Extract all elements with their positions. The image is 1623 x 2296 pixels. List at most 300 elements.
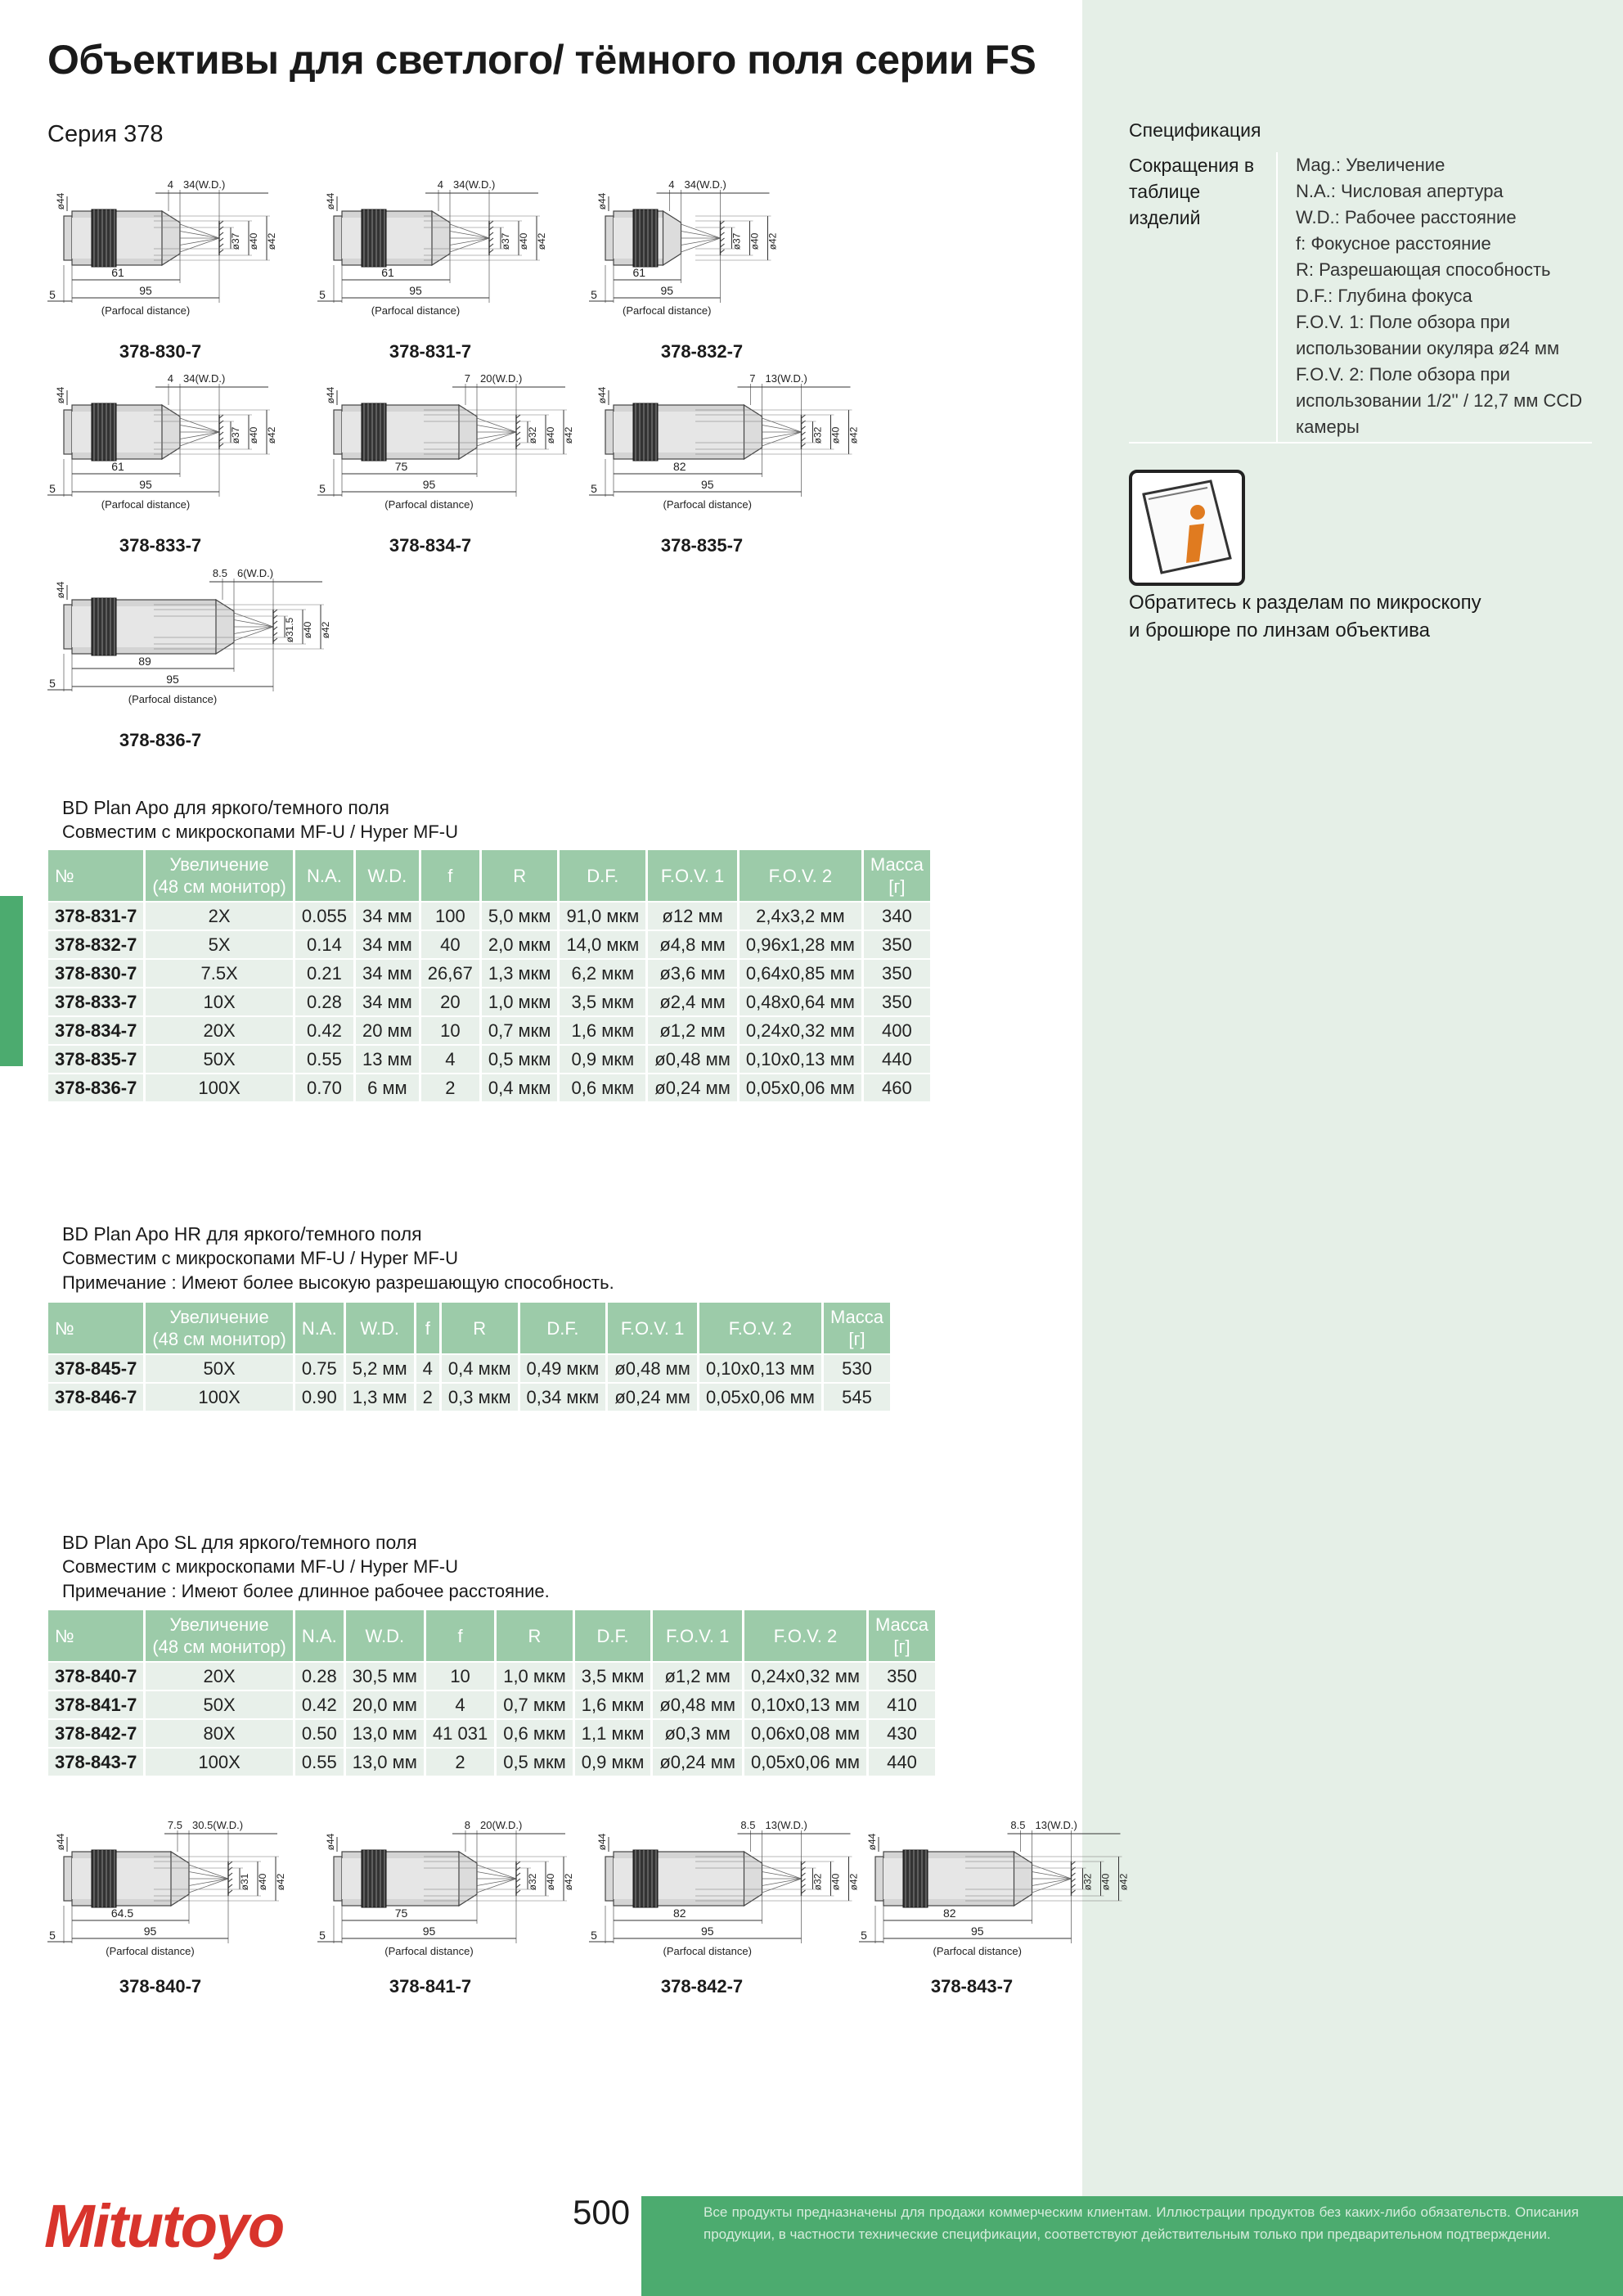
table-cell: 50X bbox=[146, 1691, 293, 1718]
lens-drawing bbox=[316, 366, 574, 562]
table3-note: Примечание : Имеют более длинное рабочее расстояние. bbox=[62, 1581, 550, 1601]
svg-text:82: 82 bbox=[672, 460, 686, 473]
svg-text:ø31: ø31 bbox=[239, 1873, 250, 1891]
table-cell: 2 bbox=[421, 1074, 479, 1101]
svg-text:ø37: ø37 bbox=[230, 426, 241, 444]
drawing-model-label: 378-835-7 bbox=[660, 535, 744, 556]
table-cell: 0,3 мкм bbox=[442, 1384, 518, 1411]
table-cell: 34 мм bbox=[356, 960, 419, 987]
table-cell: ø0,24 мм bbox=[653, 1749, 742, 1776]
svg-text:34(W.D.): 34(W.D.) bbox=[183, 372, 226, 385]
table-cell: 6,2 мкм bbox=[560, 960, 645, 987]
table-cell: ø4,8 мм bbox=[648, 931, 737, 958]
info-book-icon bbox=[1129, 470, 1245, 586]
model-code-cell: 378-843-7 bbox=[48, 1749, 143, 1776]
svg-text:95: 95 bbox=[422, 478, 436, 491]
table-cell: 10 bbox=[421, 1017, 479, 1044]
svg-text:(Parfocal distance): (Parfocal distance) bbox=[128, 693, 218, 705]
spec-heading: Спецификация bbox=[1129, 119, 1261, 141]
svg-text:ø31.5: ø31.5 bbox=[284, 617, 295, 643]
svg-text:4: 4 bbox=[167, 372, 173, 385]
table-row bbox=[48, 960, 930, 987]
table1-title: BD Plan Apo для яркого/темного поля bbox=[62, 797, 389, 818]
table-header-cell: f bbox=[421, 850, 479, 901]
table-cell: 91,0 мкм bbox=[560, 903, 645, 930]
table-header-cell: Увеличение (48 см монитор) bbox=[146, 1303, 293, 1353]
svg-text:ø32: ø32 bbox=[812, 1873, 824, 1891]
table-header-cell: № bbox=[48, 1303, 143, 1353]
table-header-cell: Увеличение (48 см монитор) bbox=[146, 1610, 293, 1661]
section-marker bbox=[0, 896, 23, 1066]
svg-text:ø42: ø42 bbox=[1117, 1873, 1130, 1891]
table-cell: 400 bbox=[864, 1017, 930, 1044]
svg-text:(Parfocal distance): (Parfocal distance) bbox=[371, 304, 461, 317]
spec-abbrev-list bbox=[1276, 152, 1592, 442]
svg-text:ø44: ø44 bbox=[325, 192, 336, 210]
table3-subtitle: Совместим с микроскопами MF-U / Hyper MF-U bbox=[62, 1556, 459, 1577]
svg-text:5: 5 bbox=[49, 482, 56, 495]
table-row bbox=[48, 1355, 890, 1382]
drawing-model-label: 378-832-7 bbox=[660, 341, 744, 362]
svg-text:5: 5 bbox=[319, 482, 326, 495]
svg-text:ø40: ø40 bbox=[518, 232, 529, 250]
table-cell: 0,7 мкм bbox=[482, 1017, 558, 1044]
lens-drawing bbox=[46, 366, 291, 562]
table-header-cell: D.F. bbox=[575, 1610, 651, 1661]
table-cell: ø12 мм bbox=[648, 903, 737, 930]
table-cell: 40 bbox=[421, 931, 479, 958]
info-note-line: Обратитесь к разделам по микроскопу bbox=[1129, 592, 1481, 614]
table-cell: 100X bbox=[146, 1749, 293, 1776]
table-header-cell: Масса [г] bbox=[869, 1610, 935, 1661]
svg-text:ø42: ø42 bbox=[767, 232, 779, 250]
table-header-cell: W.D. bbox=[356, 850, 419, 901]
svg-text:61: 61 bbox=[111, 460, 124, 473]
svg-text:5: 5 bbox=[49, 1929, 56, 1942]
table-cell: 0,5 мкм bbox=[497, 1749, 573, 1776]
table-header-cell: Увеличение (48 см монитор) bbox=[146, 850, 293, 901]
table-cell: 0,05x0,06 мм bbox=[744, 1749, 866, 1776]
svg-text:(Parfocal distance): (Parfocal distance) bbox=[384, 498, 474, 511]
spec-left-line: изделий bbox=[1129, 207, 1201, 228]
lens-drawing bbox=[46, 560, 331, 757]
table-cell: 100X bbox=[146, 1074, 293, 1101]
table-cell: 0,10x0,13 мм bbox=[744, 1691, 866, 1718]
spec-item: F.O.V. 2: Поле обзора при bbox=[1296, 364, 1510, 385]
table-cell: 530 bbox=[824, 1355, 890, 1382]
table2-title: BD Plan Apo HR для яркого/темного поля bbox=[62, 1223, 422, 1245]
table2-note: Примечание : Имеют более высокую разрешающую способность. bbox=[62, 1272, 614, 1293]
svg-text:95: 95 bbox=[166, 673, 179, 686]
table-cell: 2,4x3,2 мм bbox=[740, 903, 861, 930]
table-cell: 7.5X bbox=[146, 960, 293, 987]
table-cell: 460 bbox=[864, 1074, 930, 1101]
table-cell: 0,24x0,32 мм bbox=[744, 1663, 866, 1690]
svg-text:82: 82 bbox=[672, 1907, 686, 1920]
model-code-cell: 378-830-7 bbox=[48, 960, 143, 987]
table-cell: 100 bbox=[421, 903, 479, 930]
series-title: Серия 378 bbox=[47, 121, 164, 147]
table-header-cell: N.A. bbox=[295, 1303, 344, 1353]
svg-text:ø32: ø32 bbox=[527, 426, 538, 444]
table-header-cell: W.D. bbox=[346, 1303, 414, 1353]
lens-drawing bbox=[316, 172, 561, 368]
table-cell: 0.28 bbox=[295, 988, 353, 1015]
table-cell: ø0,24 мм bbox=[608, 1384, 697, 1411]
table-cell: 545 bbox=[824, 1384, 890, 1411]
spec-item: камеры bbox=[1296, 416, 1360, 437]
table-cell: 350 bbox=[864, 960, 930, 987]
table-cell: 13,0 мм bbox=[346, 1720, 424, 1747]
model-code-cell: 378-840-7 bbox=[48, 1663, 143, 1690]
table-cell: 13 мм bbox=[356, 1046, 419, 1073]
table-cell: 0,6 мкм bbox=[497, 1720, 573, 1747]
table-cell: 0,10x0,13 мм bbox=[699, 1355, 821, 1382]
table-header-cell: F.O.V. 1 bbox=[648, 850, 737, 901]
table-cell: 2 bbox=[416, 1384, 439, 1411]
table-header-cell: R bbox=[497, 1610, 573, 1661]
table-cell: 0,7 мкм bbox=[497, 1691, 573, 1718]
model-code-cell: 378-832-7 bbox=[48, 931, 143, 958]
svg-text:13(W.D.): 13(W.D.) bbox=[1035, 1819, 1077, 1831]
table-cell: ø0,48 мм bbox=[648, 1046, 737, 1073]
svg-text:ø42: ø42 bbox=[536, 232, 547, 250]
table1-subtitle: Совместим с микроскопами MF-U / Hyper MF-U bbox=[62, 822, 459, 842]
table-header-cell: N.A. bbox=[295, 1610, 344, 1661]
table-row bbox=[48, 1046, 930, 1073]
drawing-model-label: 378-836-7 bbox=[119, 730, 202, 750]
drawing-model-label: 378-833-7 bbox=[119, 535, 202, 556]
table-cell: 0,5 мкм bbox=[482, 1046, 558, 1073]
table-cell: 20 мм bbox=[356, 1017, 419, 1044]
table-cell: 80X bbox=[146, 1720, 293, 1747]
table1-caption bbox=[62, 795, 458, 844]
svg-text:ø42: ø42 bbox=[563, 1873, 574, 1891]
table-row bbox=[48, 1074, 930, 1101]
info-note bbox=[1129, 589, 1481, 645]
table-cell: 0,05x0,06 мм bbox=[740, 1074, 861, 1101]
svg-text:34(W.D.): 34(W.D.) bbox=[183, 178, 226, 191]
lens-drawing bbox=[587, 172, 833, 368]
svg-text:5: 5 bbox=[861, 1929, 867, 1942]
svg-text:ø40: ø40 bbox=[545, 1873, 556, 1891]
svg-text:ø42: ø42 bbox=[266, 426, 277, 444]
table-header-cell: R bbox=[482, 850, 558, 901]
brand-logo: Mitutoyo bbox=[44, 2192, 284, 2260]
table-cell: 0.21 bbox=[295, 960, 353, 987]
spec-item: F.O.V. 1: Поле обзора при bbox=[1296, 312, 1510, 332]
svg-text:95: 95 bbox=[139, 284, 152, 297]
table-cell: 430 bbox=[869, 1720, 935, 1747]
table-cell: 26,67 bbox=[421, 960, 479, 987]
table-row bbox=[48, 1720, 935, 1747]
model-code-cell: 378-842-7 bbox=[48, 1720, 143, 1747]
svg-text:(Parfocal distance): (Parfocal distance) bbox=[101, 304, 191, 317]
svg-text:5: 5 bbox=[319, 288, 326, 301]
svg-text:ø42: ø42 bbox=[320, 621, 331, 639]
table3-title: BD Plan Apo SL для яркого/темного поля bbox=[62, 1532, 417, 1553]
table-cell: 0.055 bbox=[295, 903, 353, 930]
table-cell: 6 мм bbox=[356, 1074, 419, 1101]
model-code-cell: 378-846-7 bbox=[48, 1384, 143, 1411]
table-cell: 34 мм bbox=[356, 931, 419, 958]
svg-text:ø44: ø44 bbox=[596, 192, 608, 210]
svg-text:(Parfocal distance): (Parfocal distance) bbox=[663, 498, 752, 511]
table-header-cell: F.O.V. 2 bbox=[744, 1610, 866, 1661]
footer-disclaimer: Все продукты предназначены для продажи коммерческим клиентам. Иллюстрации продуктов без каких-либо обязательств. Описания продукции, в частности технические спецификации, соответствуют действительным только при предварительном подтверждении. bbox=[704, 2204, 1579, 2242]
table-cell: 1,6 мкм bbox=[560, 1017, 645, 1044]
svg-text:8.5: 8.5 bbox=[212, 567, 227, 579]
table-cell: 0,4 мкм bbox=[482, 1074, 558, 1101]
table3-caption bbox=[62, 1530, 550, 1604]
svg-text:7: 7 bbox=[464, 372, 470, 385]
table-cell: 20 bbox=[421, 988, 479, 1015]
table-header-cell: Масса [г] bbox=[864, 850, 930, 901]
table2-subtitle: Совместим с микроскопами MF-U / Hyper MF-U bbox=[62, 1248, 459, 1268]
table-cell: 10 bbox=[426, 1663, 494, 1690]
svg-text:30.5(W.D.): 30.5(W.D.) bbox=[192, 1819, 244, 1831]
table2-product-table bbox=[46, 1301, 892, 1412]
svg-text:7.5: 7.5 bbox=[167, 1819, 182, 1831]
svg-text:64.5: 64.5 bbox=[110, 1907, 134, 1920]
svg-text:ø40: ø40 bbox=[829, 1873, 842, 1891]
table-cell: ø0,24 мм bbox=[648, 1074, 737, 1101]
table3-product-table bbox=[46, 1609, 937, 1777]
svg-text:5: 5 bbox=[319, 1929, 326, 1942]
svg-text:ø40: ø40 bbox=[302, 621, 313, 639]
table-cell: 0.42 bbox=[295, 1017, 353, 1044]
svg-text:(Parfocal distance): (Parfocal distance) bbox=[623, 304, 712, 317]
table-cell: 0,64x0,85 мм bbox=[740, 960, 861, 987]
svg-text:4: 4 bbox=[167, 178, 173, 191]
svg-text:82: 82 bbox=[942, 1907, 956, 1920]
table-row bbox=[48, 1749, 935, 1776]
svg-text:ø37: ø37 bbox=[230, 232, 241, 250]
drawing-model-label: 378-834-7 bbox=[389, 535, 472, 556]
svg-text:ø32: ø32 bbox=[527, 1873, 538, 1891]
info-note-line: и брошюре по линзам объектива bbox=[1129, 619, 1430, 642]
table-header-cell: W.D. bbox=[346, 1610, 424, 1661]
lens-drawing bbox=[587, 1812, 860, 2009]
svg-text:ø44: ø44 bbox=[325, 1833, 336, 1851]
table-cell: 350 bbox=[864, 931, 930, 958]
table-cell: 20X bbox=[146, 1663, 293, 1690]
table-header-cell: D.F. bbox=[560, 850, 645, 901]
spec-item: Mag.: Увеличение bbox=[1296, 155, 1445, 175]
svg-text:ø44: ø44 bbox=[325, 386, 336, 404]
lens-drawing bbox=[316, 1812, 574, 2009]
model-code-cell: 378-845-7 bbox=[48, 1355, 143, 1382]
svg-text:ø42: ø42 bbox=[847, 1873, 860, 1891]
svg-text:ø32: ø32 bbox=[812, 426, 824, 444]
svg-text:ø44: ø44 bbox=[55, 192, 66, 210]
table-cell: 0,06x0,08 мм bbox=[744, 1720, 866, 1747]
svg-text:ø44: ø44 bbox=[55, 386, 66, 404]
svg-text:ø37: ø37 bbox=[500, 232, 511, 250]
table1-product-table bbox=[46, 849, 933, 1103]
svg-text:75: 75 bbox=[394, 460, 408, 473]
table-cell: 1,3 мкм bbox=[482, 960, 558, 987]
table-cell: 0,34 мкм bbox=[520, 1384, 606, 1411]
svg-text:(Parfocal distance): (Parfocal distance) bbox=[384, 1945, 474, 1957]
svg-text:(Parfocal distance): (Parfocal distance) bbox=[106, 1945, 195, 1957]
table-cell: 0.50 bbox=[295, 1720, 344, 1747]
table-cell: 1,0 мкм bbox=[482, 988, 558, 1015]
table-header-cell: f bbox=[416, 1303, 439, 1353]
svg-text:13(W.D.): 13(W.D.) bbox=[765, 1819, 807, 1831]
table-cell: 3,5 мкм bbox=[560, 988, 645, 1015]
table-header-cell: Масса [г] bbox=[824, 1303, 890, 1353]
drawing-model-label: 378-830-7 bbox=[119, 341, 202, 362]
svg-text:ø40: ø40 bbox=[829, 426, 842, 444]
table-header-cell: D.F. bbox=[520, 1303, 606, 1353]
table-cell: 0.90 bbox=[295, 1384, 344, 1411]
svg-text:61: 61 bbox=[111, 266, 124, 279]
spec-left-line: таблице bbox=[1129, 181, 1201, 202]
svg-text:95: 95 bbox=[700, 1925, 714, 1938]
svg-text:ø42: ø42 bbox=[266, 232, 277, 250]
svg-text:ø44: ø44 bbox=[55, 1833, 66, 1851]
table-cell: 0.14 bbox=[295, 931, 353, 958]
lens-drawing bbox=[857, 1812, 1130, 2009]
model-code-cell: 378-833-7 bbox=[48, 988, 143, 1015]
svg-text:ø42: ø42 bbox=[847, 426, 860, 444]
table-cell: 0,24x0,32 мм bbox=[740, 1017, 861, 1044]
svg-text:ø40: ø40 bbox=[749, 232, 761, 250]
model-code-cell: 378-841-7 bbox=[48, 1691, 143, 1718]
table-cell: 0,05x0,06 мм bbox=[699, 1384, 821, 1411]
table-cell: 2X bbox=[146, 903, 293, 930]
table-cell: 0,10x0,13 мм bbox=[740, 1046, 861, 1073]
table-header-row bbox=[48, 1610, 935, 1661]
table-row bbox=[48, 903, 930, 930]
table-cell: 1,0 мкм bbox=[497, 1663, 573, 1690]
svg-text:89: 89 bbox=[138, 655, 151, 668]
table-cell: 1,3 мм bbox=[346, 1384, 414, 1411]
svg-text:(Parfocal distance): (Parfocal distance) bbox=[933, 1945, 1022, 1957]
svg-text:ø37: ø37 bbox=[731, 232, 743, 250]
svg-text:95: 95 bbox=[422, 1925, 436, 1938]
model-code-cell: 378-835-7 bbox=[48, 1046, 143, 1073]
svg-text:5: 5 bbox=[49, 677, 56, 690]
table-cell: 0,49 мкм bbox=[520, 1355, 606, 1382]
table-cell: 0.75 bbox=[295, 1355, 344, 1382]
table-cell: 14,0 мкм bbox=[560, 931, 645, 958]
table-cell: 1,6 мкм bbox=[575, 1691, 651, 1718]
table-cell: 0,48x0,64 мм bbox=[740, 988, 861, 1015]
svg-text:34(W.D.): 34(W.D.) bbox=[453, 178, 496, 191]
svg-text:ø44: ø44 bbox=[596, 386, 608, 404]
table-header-cell: f bbox=[426, 1610, 494, 1661]
table-cell: ø0,48 мм bbox=[653, 1691, 742, 1718]
table-cell: 3,5 мкм bbox=[575, 1663, 651, 1690]
table-header-cell: № bbox=[48, 1610, 143, 1661]
table-cell: 410 bbox=[869, 1691, 935, 1718]
model-code-cell: 378-834-7 bbox=[48, 1017, 143, 1044]
table-header-row bbox=[48, 850, 930, 901]
svg-text:5: 5 bbox=[591, 1929, 597, 1942]
table-cell: 440 bbox=[869, 1749, 935, 1776]
table-cell: 100X bbox=[146, 1384, 293, 1411]
table-cell: 0.55 bbox=[295, 1749, 344, 1776]
table-cell: 10X bbox=[146, 988, 293, 1015]
svg-text:ø44: ø44 bbox=[596, 1833, 608, 1851]
table-cell: ø3,6 мм bbox=[648, 960, 737, 987]
svg-text:ø40: ø40 bbox=[545, 426, 556, 444]
table-cell: 34 мм bbox=[356, 903, 419, 930]
table-header-cell: F.O.V. 2 bbox=[740, 850, 861, 901]
table-header-cell: N.A. bbox=[295, 850, 353, 901]
table-header-cell: F.O.V. 1 bbox=[608, 1303, 697, 1353]
spec-item: R: Разрешающая способность bbox=[1296, 259, 1551, 280]
svg-text:95: 95 bbox=[700, 478, 714, 491]
table-row bbox=[48, 1017, 930, 1044]
table-cell: 340 bbox=[864, 903, 930, 930]
model-code-cell: 378-831-7 bbox=[48, 903, 143, 930]
table-cell: 0,6 мкм bbox=[560, 1074, 645, 1101]
svg-text:5: 5 bbox=[49, 288, 56, 301]
table-cell: 20,0 мм bbox=[346, 1691, 424, 1718]
drawing-model-label: 378-840-7 bbox=[119, 1976, 202, 1997]
table-cell: 30,5 мм bbox=[346, 1663, 424, 1690]
lens-drawing bbox=[46, 1812, 291, 2009]
svg-text:34(W.D.): 34(W.D.) bbox=[684, 178, 726, 191]
svg-text:95: 95 bbox=[143, 1925, 157, 1938]
table-cell: 0.28 bbox=[295, 1663, 344, 1690]
svg-text:ø42: ø42 bbox=[275, 1873, 286, 1891]
lens-drawing bbox=[46, 172, 291, 368]
svg-text:61: 61 bbox=[632, 266, 646, 279]
table-cell: 350 bbox=[869, 1663, 935, 1690]
svg-text:4: 4 bbox=[437, 178, 443, 191]
svg-text:61: 61 bbox=[381, 266, 394, 279]
table-cell: 50X bbox=[146, 1355, 293, 1382]
svg-text:13(W.D.): 13(W.D.) bbox=[765, 372, 807, 385]
svg-text:6(W.D.): 6(W.D.) bbox=[237, 567, 274, 579]
svg-text:8.5: 8.5 bbox=[1010, 1819, 1026, 1831]
svg-text:ø40: ø40 bbox=[1099, 1873, 1112, 1891]
table-cell: 440 bbox=[864, 1046, 930, 1073]
table-row bbox=[48, 1384, 890, 1411]
table-cell: 0.70 bbox=[295, 1074, 353, 1101]
table-cell: 2,0 мкм bbox=[482, 931, 558, 958]
table-cell: 0.42 bbox=[295, 1691, 344, 1718]
table-cell: 4 bbox=[416, 1355, 439, 1382]
table-cell: 4 bbox=[426, 1691, 494, 1718]
svg-text:ø40: ø40 bbox=[248, 426, 259, 444]
svg-text:95: 95 bbox=[409, 284, 422, 297]
spec-left-line: Сокращения в bbox=[1129, 155, 1255, 176]
table-cell: 2 bbox=[426, 1749, 494, 1776]
spec-item: использовании 1/2'' / 12,7 мм CCD bbox=[1296, 390, 1583, 411]
svg-text:ø40: ø40 bbox=[257, 1873, 268, 1891]
table-cell: 4 bbox=[421, 1046, 479, 1073]
table-cell: 0.55 bbox=[295, 1046, 353, 1073]
spec-abbrev-label bbox=[1129, 152, 1264, 231]
spec-item: W.D.: Рабочее расстояние bbox=[1296, 207, 1517, 227]
spec-item: f: Фокусное расстояние bbox=[1296, 233, 1491, 254]
drawing-model-label: 378-842-7 bbox=[660, 1976, 744, 1997]
table-cell: 5X bbox=[146, 931, 293, 958]
spec-grid bbox=[1129, 152, 1592, 443]
page-number: 500 bbox=[573, 2193, 631, 2231]
svg-text:ø40: ø40 bbox=[248, 232, 259, 250]
lens-drawing bbox=[587, 366, 860, 562]
table2-caption bbox=[62, 1222, 614, 1295]
table-cell: 350 bbox=[864, 988, 930, 1015]
table-row bbox=[48, 1691, 935, 1718]
svg-text:ø44: ø44 bbox=[866, 1833, 878, 1851]
